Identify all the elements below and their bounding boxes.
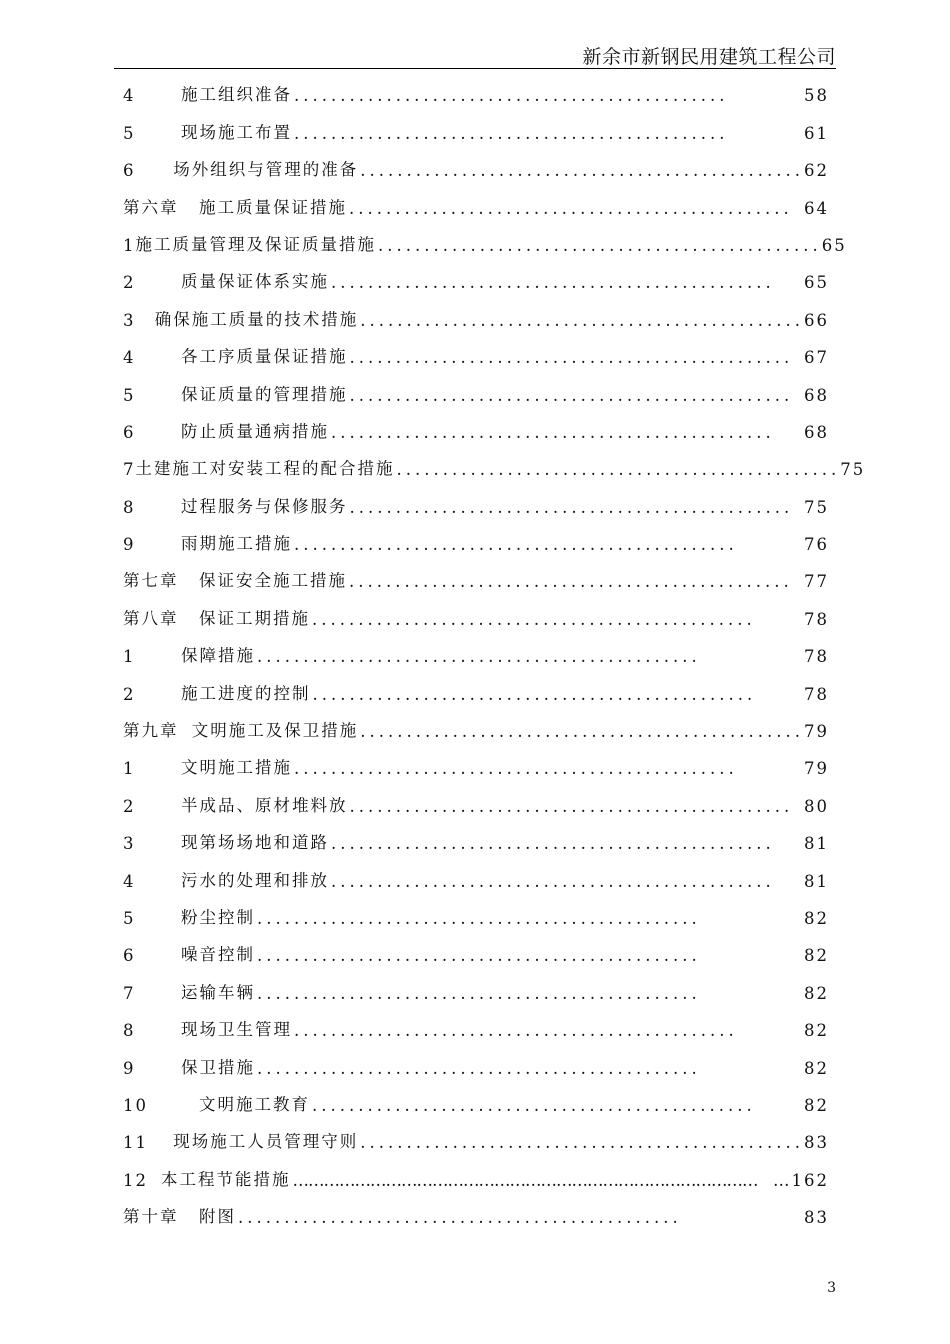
toc-entry-title: 运输车辆 (181, 982, 255, 1002)
toc-entry[interactable] (123, 891, 829, 928)
toc-leader-dots: ……………………………………………………………………………… (292, 1170, 758, 1190)
toc-entry-number: 2 (123, 796, 136, 816)
toc-entry-page: 82 (804, 1021, 829, 1041)
toc-entry-title: 土建施工对安装工程的配合措施 (135, 459, 395, 479)
toc-entry-page: 75 (840, 460, 866, 480)
toc-entry-title: 确保施工质量的技术措施 (154, 309, 359, 329)
header-company-name: 新余市新钢民用建筑工程公司 (582, 46, 836, 68)
toc-entry-page: 77 (804, 572, 829, 592)
toc-entry-page: 65 (804, 273, 829, 293)
toc-entry-title: 施工组织准备 (181, 85, 292, 105)
toc-entry[interactable] (123, 255, 829, 292)
toc-entry-title: 防止质量通病措施 (181, 421, 329, 441)
toc-entry-title: 场外组织与管理的准备 (173, 160, 359, 180)
toc-entry-page: 78 (804, 684, 829, 704)
toc-entry-title: 雨期施工措施 (181, 534, 292, 554)
toc-entry-title: 过程服务与保修服务 (181, 496, 348, 516)
toc-entry-page: 82 (804, 946, 829, 966)
toc-entry-title: 质量保证体系实施 (181, 272, 329, 292)
toc-leader-dots: ................................................ (331, 273, 775, 293)
toc-entry-number: 第七章 (123, 571, 179, 591)
toc-leader-dots: ................................................ (331, 871, 775, 891)
toc-entry-page: 83 (804, 1133, 829, 1153)
toc-entry[interactable] (123, 666, 829, 703)
toc-entry-number: 3 (123, 834, 136, 854)
toc-entry[interactable] (123, 1152, 829, 1189)
toc-entry[interactable] (123, 629, 829, 666)
toc-leader-dots: ................................................ (378, 235, 822, 255)
toc-entry-page: …162 (773, 1170, 829, 1190)
toc-leader-dots: ................................................ (349, 497, 794, 517)
toc-leader-dots: ................................................ (257, 983, 701, 1003)
toc-entry-title: 保障措施 (181, 646, 255, 666)
toc-entry-number: 第九章 (123, 721, 179, 741)
toc-leader-dots: ................................................ (331, 834, 775, 854)
toc-entry[interactable] (123, 928, 829, 965)
toc-entry-title: 文明施工及保卫措施 (191, 721, 359, 741)
toc-entry-title: 保证安全施工措施 (199, 571, 347, 591)
toc-entry-number: 11 (123, 1133, 148, 1153)
toc-entry-number: 4 (123, 871, 136, 891)
toc-entry-title: 各工序质量保证措施 (181, 347, 348, 367)
toc-entry[interactable] (123, 1078, 829, 1115)
toc-entry[interactable] (123, 816, 829, 853)
toc-entry-number: 第六章 (123, 197, 179, 217)
toc-leader-dots: ................................................ (257, 946, 701, 966)
toc-entry-number: 5 (123, 908, 136, 928)
toc-entry-page: 64 (804, 198, 829, 218)
toc-entry-number: 9 (123, 535, 136, 555)
toc-entry[interactable] (123, 330, 829, 367)
toc-leader-dots: ................................................ (257, 647, 701, 667)
toc-leader-dots: ............................................... (294, 123, 729, 143)
toc-entry[interactable] (123, 143, 829, 180)
page-number: 3 (827, 1280, 836, 1296)
toc-entry-page: 68 (804, 422, 829, 442)
toc-entry-number: 6 (123, 422, 136, 442)
toc-entry-number: 8 (123, 1021, 136, 1041)
toc-entry-number: 1 (123, 647, 136, 667)
toc-leader-dots: ................................................ (257, 908, 701, 928)
toc-leader-dots: ............................................... (294, 86, 729, 106)
toc-entry-page: 82 (804, 983, 829, 1003)
toc-entry-title: 噪音控制 (181, 945, 255, 965)
toc-entry-page: 82 (804, 1095, 829, 1115)
toc-entry-number: 5 (123, 123, 136, 143)
toc-entry[interactable] (123, 853, 829, 890)
toc-leader-dots: ................................................ (349, 348, 794, 368)
toc-entry[interactable] (123, 778, 829, 815)
toc-leader-dots: ................................................ (349, 572, 793, 592)
toc-entry-page: 62 (804, 161, 829, 181)
toc-entry-number: 2 (123, 273, 136, 293)
toc-entry-number: 第十章 (123, 1207, 179, 1227)
toc-entry-title: 保证工期措施 (199, 608, 310, 628)
toc-entry[interactable] (123, 442, 866, 480)
toc-entry[interactable] (123, 1003, 829, 1040)
toc-entry-page: 65 (821, 235, 847, 255)
toc-entry-number: 4 (123, 86, 136, 106)
toc-entry[interactable] (123, 405, 829, 442)
toc-entry-page: 82 (804, 908, 829, 928)
toc-entry-number: 6 (123, 161, 136, 181)
toc-leader-dots: ................................................ (360, 161, 804, 181)
toc-entry[interactable] (123, 105, 829, 142)
toc-entry[interactable] (123, 479, 829, 516)
toc-entry-number: 第八章 (123, 608, 179, 628)
toc-entry-page: 61 (804, 123, 829, 143)
toc-entry-title: 本工程节能措施 (161, 1169, 291, 1189)
toc-entry[interactable] (123, 517, 829, 554)
toc-entry-page: 79 (804, 759, 829, 779)
toc-entry-page: 82 (804, 1058, 829, 1078)
toc-leader-dots: ................................................ (238, 1208, 682, 1228)
toc-entry-number: 7 (123, 983, 136, 1003)
toc-entry-page: 67 (804, 348, 829, 368)
toc-entry-number: 4 (123, 348, 136, 368)
toc-entry-number: 10 (123, 1095, 148, 1115)
toc-entry-number: 1 (123, 759, 136, 779)
toc-entry-title: 保卫措施 (181, 1057, 255, 1077)
toc-entry-title: 施工质量管理及保证质量措施 (135, 234, 376, 254)
toc-entry-number: 7 (123, 460, 136, 480)
table-of-contents (123, 68, 866, 1228)
toc-entry-page: 81 (804, 871, 829, 891)
toc-entry[interactable] (123, 554, 829, 591)
toc-leader-dots: ................................................ (360, 1133, 804, 1153)
toc-leader-dots: ................................................ (294, 1021, 738, 1041)
toc-entry-page: 78 (804, 609, 829, 629)
toc-entry-page: 83 (804, 1208, 829, 1228)
toc-entry[interactable] (123, 741, 829, 778)
toc-entry[interactable] (123, 180, 829, 217)
toc-leader-dots: ................................................ (349, 385, 794, 405)
toc-entry-title: 现场卫生管理 (181, 1020, 292, 1040)
toc-entry-title: 现第场场地和道路 (181, 833, 329, 853)
toc-leader-dots: ................................................ (294, 535, 738, 555)
toc-entry-title: 粉尘控制 (181, 907, 255, 927)
toc-entry-title: 现场施工人员管理守则 (173, 1132, 359, 1152)
toc-entry[interactable] (123, 1040, 829, 1077)
toc-entry-title: 文明施工教育 (199, 1094, 310, 1114)
toc-leader-dots: ................................................ (360, 310, 804, 330)
toc-entry-number: 5 (123, 385, 136, 405)
toc-entry-page: 68 (804, 385, 829, 405)
toc-leader-dots: ................................................ (396, 460, 841, 480)
toc-entry[interactable] (123, 704, 829, 741)
toc-entry-number: 3 (123, 310, 136, 330)
toc-entry[interactable] (123, 591, 829, 628)
toc-entry[interactable] (123, 1190, 829, 1227)
toc-leader-dots: ................................................ (312, 1095, 756, 1115)
toc-leader-dots: ................................................ (360, 722, 804, 742)
toc-entry-title: 污水的处理和排放 (181, 870, 329, 890)
toc-entry-number: 2 (123, 684, 136, 704)
toc-entry-page: 78 (804, 647, 829, 667)
toc-entry-page: 80 (804, 796, 829, 816)
toc-entry-number: 9 (123, 1058, 136, 1078)
toc-entry-page: 66 (804, 310, 829, 330)
toc-leader-dots: ................................................ (349, 796, 794, 816)
toc-entry-page: 58 (804, 86, 829, 106)
toc-entry-title: 保证质量的管理措施 (181, 384, 348, 404)
toc-entry-page: 76 (804, 535, 829, 555)
toc-entry-page: 75 (804, 497, 829, 517)
toc-leader-dots: ................................................ (312, 684, 757, 704)
toc-entry-page: 79 (804, 722, 829, 742)
toc-entry-title: 现场施工布置 (181, 122, 292, 142)
toc-entry-number: 1 (123, 235, 136, 255)
toc-entry-title: 附图 (199, 1207, 236, 1227)
toc-leader-dots: ................................................ (257, 1058, 701, 1078)
toc-entry-title: 文明施工措施 (181, 758, 292, 778)
toc-entry[interactable] (123, 218, 847, 255)
toc-entry-title: 半成品、原材堆料放 (181, 795, 348, 815)
toc-entry-title: 施工质量保证措施 (199, 197, 347, 217)
toc-entry[interactable] (123, 1115, 829, 1152)
toc-entry[interactable] (123, 367, 829, 404)
toc-entry[interactable] (123, 965, 829, 1002)
toc-entry-page: 81 (804, 834, 829, 854)
toc-entry-title: 施工进度的控制 (181, 683, 311, 703)
toc-entry[interactable] (123, 68, 829, 105)
toc-leader-dots: ................................................ (349, 198, 793, 218)
toc-leader-dots: ................................................ (294, 759, 738, 779)
toc-leader-dots: ................................................ (312, 609, 756, 629)
toc-entry-number: 8 (123, 497, 136, 517)
toc-leader-dots: ................................................ (331, 422, 775, 442)
toc-entry-number: 12 (123, 1170, 148, 1190)
toc-entry[interactable] (123, 292, 829, 329)
toc-entry-number: 6 (123, 946, 136, 966)
